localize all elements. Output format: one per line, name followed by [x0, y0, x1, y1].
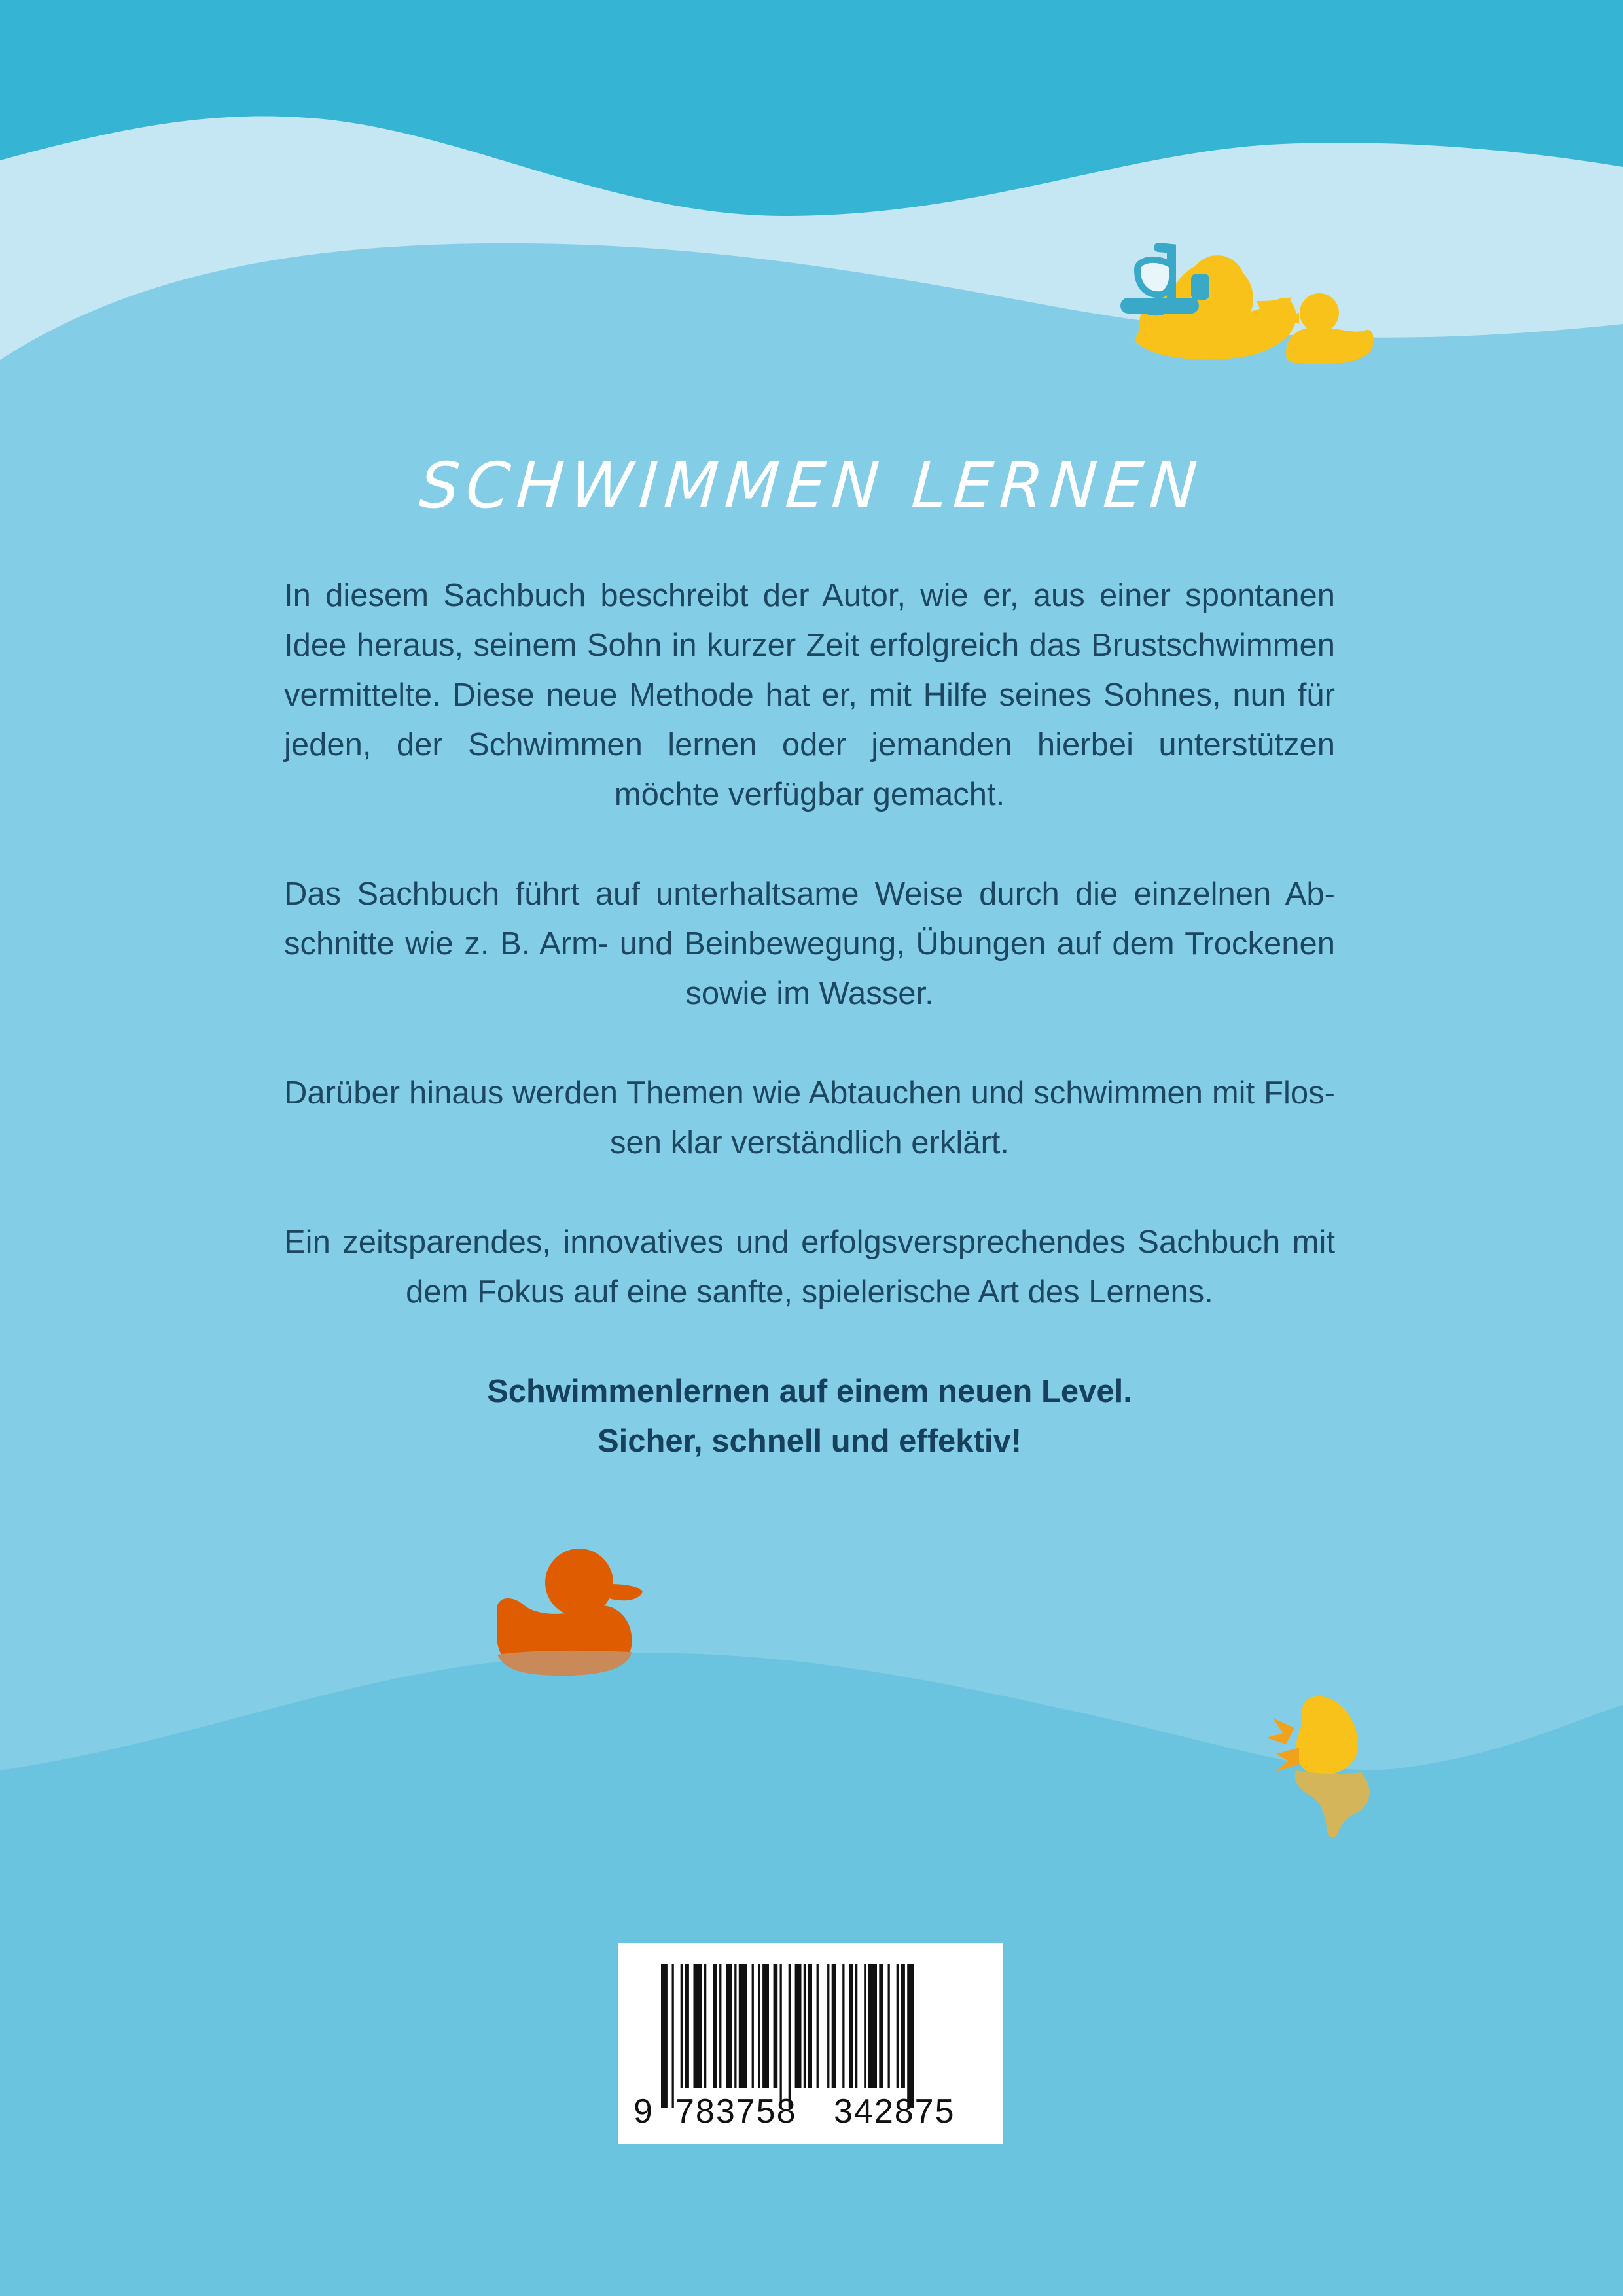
description-text [284, 571, 1335, 1466]
barcode-bar [849, 1964, 853, 2088]
barcode-bar [739, 1964, 747, 2088]
barcode-bar [897, 1964, 899, 2088]
barcode-digits [618, 2092, 1003, 2131]
paragraph-intro: In diesem Sachbuch beschreibt der Autor, wie er, aus einer spontanen Idee heraus, seinem Sohn in kurzer Zeit erfolgreich das Brustschwimmen vermittelte. Diese neue Methode hat er, mit Hilfe seines Sohnes, nun für jeden, der Schwimmen lernen oder jemanden hierbei unterstützen möchte verfügbar gemacht. [284, 578, 1335, 812]
barcode-bar [774, 1964, 778, 2088]
barcode-bar [789, 1964, 791, 2108]
barcode-bar [907, 1964, 914, 2108]
barcode-bar [713, 1964, 717, 2088]
tagline-line-1: Schwimmenlernen auf einem neuen Level. [487, 1374, 1132, 1409]
barcode-bar [726, 1964, 732, 2088]
barcode-right-digits: 342875 [834, 2092, 955, 2130]
barcode-bar [879, 1964, 883, 2088]
barcode-bar [901, 1964, 905, 2088]
barcode-bar [864, 1964, 866, 2088]
paragraph-topics: Darüber hinaus werden Themen wie Abtauchen und schwimmen mit Flossen klar verständlich erklärt. [284, 1075, 1335, 1160]
barcode-left-digits: 783758 [675, 2092, 797, 2130]
barcode-bar [795, 1964, 802, 2088]
barcode-bar [762, 1964, 769, 2088]
page-title: SCHWIMMEN LERNEN [417, 449, 1206, 522]
barcode-bar [780, 1964, 782, 2108]
barcode-bar [855, 1964, 857, 2088]
barcode-bar [719, 1964, 721, 2088]
barcode-bar [888, 1964, 890, 2088]
barcode-lead-digit: 9 [633, 2092, 652, 2130]
barcode-bar [694, 1964, 702, 2088]
paragraph-summary: Ein zeitsparendes, innovatives und erfolgsversprechendes Sachbuch mit dem Fokus auf eine sanfte, spielerische Art des Lernens. [284, 1225, 1335, 1310]
barcode-bar [685, 1964, 689, 2088]
barcode-bar [672, 1964, 674, 2108]
barcode-bar [868, 1964, 877, 2088]
barcode-bar [808, 1964, 812, 2088]
barcode-bar [827, 1964, 829, 2088]
barcode-bar [817, 1964, 819, 2088]
barcode-bar [804, 1964, 806, 2088]
barcode-bar [758, 1964, 760, 2088]
isbn-barcode [618, 1943, 1003, 2144]
barcode-bar [704, 1964, 706, 2088]
barcode-bar [661, 1964, 668, 2108]
barcode-bar [752, 1964, 754, 2088]
tagline-line-2: Sicher, schnell und effektiv! [597, 1424, 1022, 1459]
barcode-bar [832, 1964, 836, 2088]
paragraph-content: Das Sachbuch führt auf unterhaltsame Weise durch die einzelnen Abschnitte wie z. B. Arm- und Beinbewegung, Übungen auf dem Trockenen sowie im Wasser. [284, 876, 1335, 1011]
barcode-bar [681, 1964, 683, 2088]
barcode-bar [842, 1964, 844, 2088]
barcode-bar [734, 1964, 736, 2088]
